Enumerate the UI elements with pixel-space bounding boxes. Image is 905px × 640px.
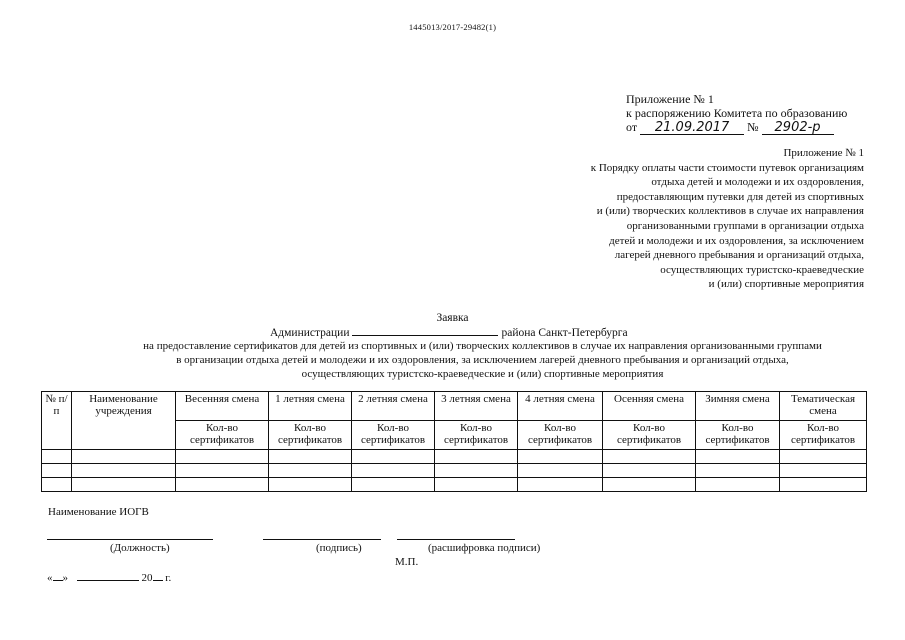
header-shift: Осенняя смена (603, 392, 696, 421)
table-cell[interactable] (518, 478, 603, 492)
header-shift: 4 летняя смена (518, 392, 603, 421)
table-cell[interactable] (176, 478, 269, 492)
header-shift: Весенняя смена (176, 392, 269, 421)
table-cell[interactable] (780, 478, 867, 492)
administration-prefix: Администрации (270, 327, 350, 339)
handwritten-number: 2902-р (762, 121, 834, 135)
header-shift: Зимняя смена (696, 392, 780, 421)
header-shift: Тематическая смена (780, 392, 867, 421)
table-row (42, 478, 867, 492)
table-cell[interactable] (603, 464, 696, 478)
table-cell[interactable] (696, 450, 780, 464)
table-cell[interactable] (269, 464, 352, 478)
table-cell[interactable] (696, 464, 780, 478)
subheader-certificate-count: Кол-во сертификатов (603, 421, 696, 450)
table-cell[interactable] (435, 450, 518, 464)
position-caption: (Должность) (110, 542, 170, 554)
appendix-procedure-line: осуществляющих туристско-краеведческие (660, 263, 864, 276)
day-blank[interactable] (53, 570, 63, 581)
table-cell[interactable] (603, 450, 696, 464)
header-shift: 2 летняя смена (352, 392, 435, 421)
table-cell[interactable] (176, 464, 269, 478)
certificates-table (41, 391, 867, 492)
table-row (42, 450, 867, 464)
year-blank[interactable] (153, 570, 163, 581)
header-institution-name: Наименование учреждения (72, 392, 176, 450)
date-close-quote: » (62, 572, 68, 584)
subheader-certificate-count: Кол-во сертификатов (435, 421, 518, 450)
appendix-procedure-line: и (или) творческих коллективов в случае их направления (596, 205, 864, 218)
subheader-certificate-count: Кол-во сертификатов (176, 421, 269, 450)
table-cell[interactable] (72, 464, 176, 478)
year-prefix: 20 (141, 572, 153, 584)
date-row (47, 570, 171, 584)
table-cell[interactable] (696, 478, 780, 492)
table-cell[interactable] (603, 478, 696, 492)
table-cell[interactable] (352, 450, 435, 464)
district-blank-field[interactable] (352, 325, 498, 336)
appendix-order-subtitle: к распоряжению Комитета по образованию (626, 106, 848, 120)
request-title: Заявка (436, 312, 469, 324)
administration-row (270, 325, 628, 339)
appendix-procedure-line: к Порядку оплаты части стоимости путевок организациям (590, 161, 864, 174)
position-line[interactable] (47, 539, 213, 540)
table-cell[interactable] (42, 464, 72, 478)
document-id: 1445013/2017-29482(1) (408, 22, 497, 32)
year-suffix: г. (165, 572, 172, 584)
table-cell[interactable] (435, 478, 518, 492)
appendix-procedure-line: предоставляющим путевки для детей из спортивных (616, 190, 864, 203)
subheader-certificate-count: Кол-во сертификатов (696, 421, 780, 450)
request-subtitle-line: в организации отдыха детей и молодежи и их оздоровления, за исключением лагерей дневного пребывания и организаций отдыха, (176, 354, 789, 366)
administration-suffix: района Санкт-Петербурга (501, 327, 628, 339)
appendix-procedure-line: отдыха детей и молодежи и их оздоровления, (651, 176, 864, 189)
signature-decode-caption: (расшифровка подписи) (428, 542, 541, 554)
table-cell[interactable] (435, 464, 518, 478)
appendix-procedure-line: организованными группами в организации отдыха (626, 219, 864, 232)
table-cell[interactable] (518, 450, 603, 464)
number-prefix: № (747, 120, 759, 134)
table-cell[interactable] (269, 478, 352, 492)
header-shift: 1 летняя смена (269, 392, 352, 421)
stamp-place-label: М.П. (395, 556, 419, 568)
header-shift: 3 летняя смена (435, 392, 518, 421)
date-open-quote: « (47, 572, 53, 584)
appendix-procedure-line: детей и молодежи и их оздоровления, за исключением (609, 234, 864, 247)
table-cell[interactable] (518, 464, 603, 478)
table-cell[interactable] (42, 450, 72, 464)
table-row (42, 464, 867, 478)
handwritten-date: 21.09.2017 (640, 121, 744, 135)
table-cell[interactable] (352, 478, 435, 492)
appendix-order-block (626, 92, 847, 135)
subheader-certificate-count: Кол-во сертификатов (269, 421, 352, 450)
subheader-certificate-count: Кол-во сертификатов (352, 421, 435, 450)
table-cell[interactable] (72, 450, 176, 464)
appendix-procedure-title: Приложение № 1 (783, 147, 864, 159)
request-subtitle-line: на предоставление сертификатов для детей из спортивных и (или) творческих коллективов в случае их направления организованными группами (143, 340, 822, 352)
table-cell[interactable] (269, 450, 352, 464)
header-row-number: № п/п (42, 392, 72, 450)
appendix-order-title: Приложение № 1 (626, 92, 714, 106)
table-cell[interactable] (42, 478, 72, 492)
signature-caption: (подпись) (316, 542, 362, 554)
signature-line[interactable] (263, 539, 381, 540)
ogv-name-label: Наименование ИОГВ (48, 506, 149, 518)
appendix-order-date-row (626, 120, 847, 135)
table-cell[interactable] (780, 450, 867, 464)
date-prefix: от (626, 120, 638, 134)
signature-decode-line[interactable] (397, 539, 515, 540)
table-cell[interactable] (72, 478, 176, 492)
appendix-procedure-line: и (или) спортивные мероприятия (708, 278, 864, 291)
appendix-procedure-block (534, 146, 864, 292)
month-blank[interactable] (77, 570, 139, 581)
request-subtitle-line: осуществляющих туристско-краеведческие и (или) спортивные мероприятия (301, 368, 664, 380)
subheader-certificate-count: Кол-во сертификатов (780, 421, 867, 450)
table-cell[interactable] (176, 450, 269, 464)
subheader-certificate-count: Кол-во сертификатов (518, 421, 603, 450)
table-cell[interactable] (352, 464, 435, 478)
request-subtitle (100, 339, 865, 381)
table-header-row (42, 392, 867, 421)
table-cell[interactable] (780, 464, 867, 478)
appendix-procedure-line: лагерей дневного пребывания и организаций отдыха, (614, 249, 864, 262)
